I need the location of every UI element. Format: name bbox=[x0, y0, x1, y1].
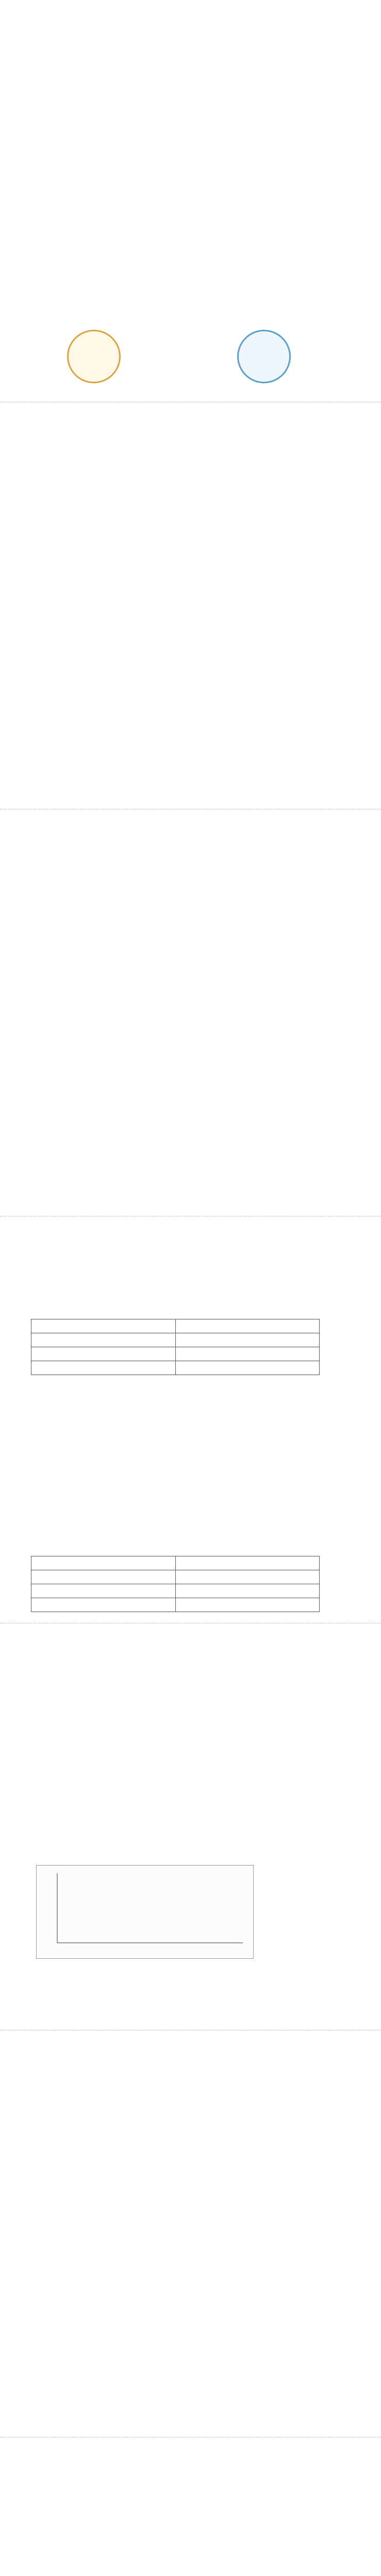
table-cell bbox=[31, 1333, 176, 1347]
question-stem bbox=[18, 1286, 363, 1293]
data-table-1 bbox=[31, 1319, 320, 1375]
table-row bbox=[31, 1584, 320, 1598]
table-cell bbox=[175, 1333, 320, 1347]
question-stem bbox=[18, 1729, 363, 1736]
question-stem bbox=[18, 456, 363, 464]
question-stem bbox=[18, 2115, 363, 2123]
table-cell bbox=[31, 1347, 176, 1361]
table-row bbox=[31, 1598, 320, 1612]
table-cell bbox=[31, 1570, 176, 1584]
table-cell bbox=[175, 1570, 320, 1584]
question-stem bbox=[18, 1131, 363, 1139]
illustration-badge-1 bbox=[67, 330, 121, 383]
question-stem bbox=[18, 379, 363, 386]
table-cell bbox=[175, 1347, 320, 1361]
line-chart bbox=[37, 1866, 253, 1958]
question-stem bbox=[18, 2270, 363, 2277]
table-row bbox=[31, 1347, 320, 1361]
table-cell bbox=[175, 1556, 320, 1570]
table-cell bbox=[31, 1556, 176, 1570]
question-stem bbox=[18, 116, 363, 124]
illustration-badge-2 bbox=[237, 330, 291, 383]
table-row bbox=[31, 1319, 320, 1333]
question-stem bbox=[18, 688, 363, 696]
question-stem bbox=[18, 766, 363, 773]
table-row bbox=[31, 1570, 320, 1584]
table-cell bbox=[175, 1584, 320, 1598]
question-stem bbox=[18, 534, 363, 541]
table-row bbox=[31, 1556, 320, 1570]
question-stem bbox=[18, 2347, 363, 2354]
table-cell bbox=[31, 1319, 176, 1333]
line-chart-box bbox=[36, 1865, 254, 1959]
data-table-2 bbox=[31, 1556, 320, 1612]
table-cell bbox=[175, 1598, 320, 1612]
question-stem bbox=[18, 2502, 363, 2509]
question-stem bbox=[18, 1497, 363, 1504]
question-stem bbox=[18, 1054, 363, 1061]
table-cell bbox=[31, 1361, 176, 1375]
table-cell bbox=[175, 1319, 320, 1333]
table-cell bbox=[175, 1361, 320, 1375]
table-row bbox=[31, 1333, 320, 1347]
table-cell bbox=[31, 1584, 176, 1598]
question-stem bbox=[18, 1209, 363, 1216]
question-stem bbox=[18, 2425, 363, 2432]
question-stem bbox=[18, 2038, 363, 2045]
question-stem bbox=[18, 843, 363, 850]
table-cell bbox=[31, 1598, 176, 1612]
question-stem bbox=[18, 2193, 363, 2200]
question-stem bbox=[18, 1652, 363, 1659]
question-stem bbox=[18, 194, 363, 201]
question-stem bbox=[18, 611, 363, 618]
question-stem bbox=[18, 1806, 363, 1814]
table-row bbox=[31, 1361, 320, 1375]
